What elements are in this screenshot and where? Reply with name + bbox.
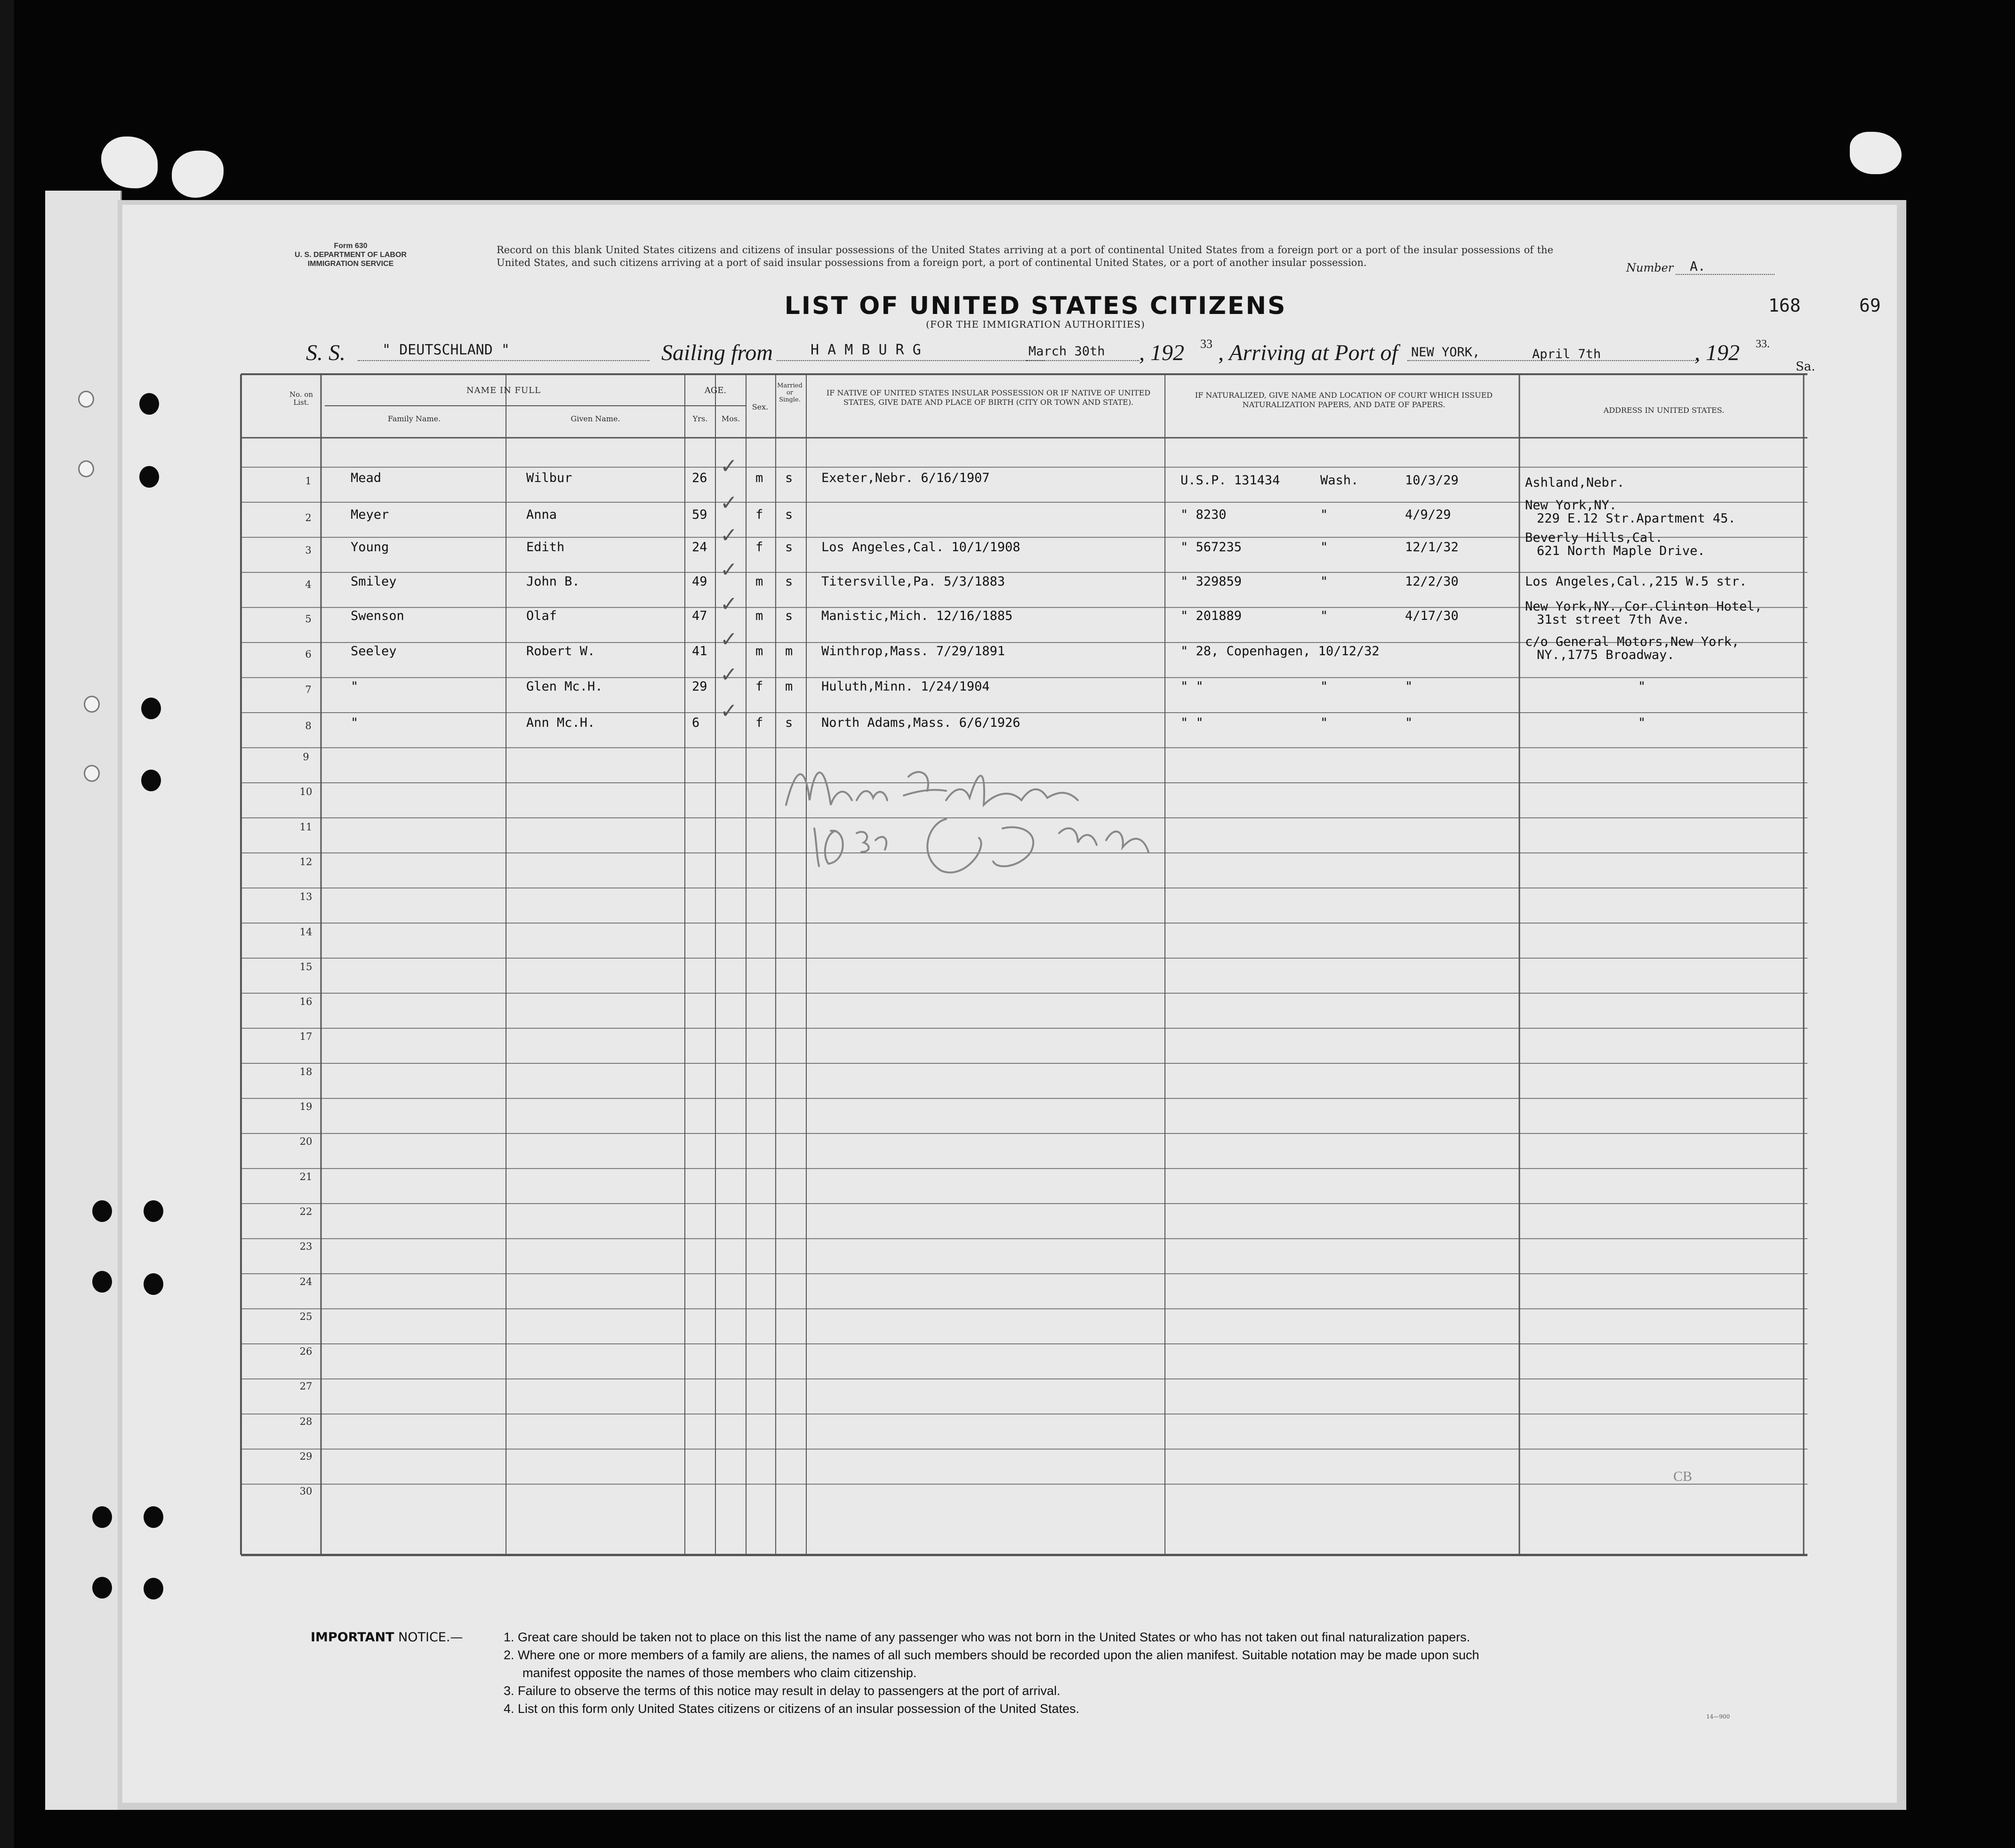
row-number: 1 xyxy=(305,475,312,487)
header-yrs: Yrs. xyxy=(692,414,708,423)
header-sex: Sex. xyxy=(752,402,769,411)
row-number: 16 xyxy=(299,996,313,1008)
address-line-1-cell: " xyxy=(1638,715,1646,730)
row-number: 5 xyxy=(305,613,312,625)
naturalization-date-cell: 12/2/30 xyxy=(1405,574,1459,589)
row-number: 25 xyxy=(299,1310,313,1322)
birth-place-date-cell: Los Angeles,Cal. 10/1/1908 xyxy=(821,540,1020,554)
naturalization-certificate-cell: " " xyxy=(1180,679,1204,694)
naturalization-date-cell: 12/1/32 xyxy=(1405,540,1459,554)
naturalization-court-cell: Wash. xyxy=(1320,473,1359,488)
row-number: 20 xyxy=(299,1136,313,1148)
naturalization-certificate-cell: " " xyxy=(1180,715,1204,730)
row-number: 23 xyxy=(299,1241,313,1253)
given-name-cell: Wilbur xyxy=(526,471,572,485)
family-name-cell: Mead xyxy=(351,471,382,485)
address-line-1-cell: New York,NY. xyxy=(1525,498,1617,513)
address-line-1-cell: c/o General Motors,New York, xyxy=(1525,635,1740,649)
row-number: 28 xyxy=(299,1415,313,1427)
notice-lead: IMPORTANT NOTICE.— xyxy=(311,1630,463,1645)
row-number: 11 xyxy=(299,821,313,833)
age-years-cell: 47 xyxy=(692,609,707,623)
naturalization-date-cell: 4/17/30 xyxy=(1405,609,1459,623)
marital-status-cell: s xyxy=(785,715,793,730)
header-given-name: Given Name. xyxy=(570,414,620,423)
row-number: 10 xyxy=(299,786,313,798)
row-number: 4 xyxy=(305,579,312,590)
form-number: Form 630 xyxy=(334,242,368,250)
sex-cell: f xyxy=(755,679,763,694)
naturalization-certificate-cell: " 28, Copenhagen, 10/12/32 xyxy=(1180,644,1380,659)
port-to: NEW YORK, xyxy=(1411,345,1480,360)
page-number-right: 69 xyxy=(1859,295,1881,316)
given-name-cell: Olaf xyxy=(526,609,557,623)
arriving-label: , Arriving at Port of xyxy=(1218,340,1398,365)
naturalization-court-cell: " xyxy=(1320,574,1328,589)
port-from: H A M B U R G xyxy=(811,342,921,358)
sex-cell: m xyxy=(755,471,763,485)
naturalization-date-cell: " xyxy=(1405,715,1413,730)
checkmark-icon: ✓ xyxy=(720,627,738,651)
birth-place-date-cell: North Adams,Mass. 6/6/1926 xyxy=(821,715,1020,730)
notice-item-4: 4. List on this form only United States citizens or citizens of an insular possession of the United States. xyxy=(504,1702,1080,1716)
age-years-cell: 59 xyxy=(692,507,707,522)
age-years-cell: 29 xyxy=(692,679,707,694)
checkmark-icon: ✓ xyxy=(720,592,738,616)
address-line-1-cell: New York,NY.,Cor.Clinton Hotel, xyxy=(1525,599,1762,614)
page-number: 168 xyxy=(1768,295,1801,316)
arrival-date: April 7th xyxy=(1532,347,1601,362)
sailing-label: Sailing from xyxy=(661,340,773,365)
checkmark-icon: ✓ xyxy=(720,558,738,582)
row-number: 18 xyxy=(299,1066,313,1077)
inspector-signature xyxy=(777,739,1177,894)
year-suffix-2: 33. xyxy=(1756,338,1770,350)
age-years-cell: 24 xyxy=(692,540,707,554)
given-name-cell: Glen Mc.H. xyxy=(526,679,603,694)
row-number: 19 xyxy=(299,1101,313,1112)
row-number: 6 xyxy=(305,649,312,660)
birth-place-date-cell: Huluth,Minn. 1/24/1904 xyxy=(821,679,990,694)
address-line-2-cell: 621 North Maple Drive. xyxy=(1537,544,1705,558)
sex-cell: m xyxy=(755,644,763,659)
sail-date: March 30th xyxy=(1028,344,1105,359)
page-subtitle: (FOR THE IMMIGRATION AUTHORITIES) xyxy=(926,319,1145,330)
row-number: 9 xyxy=(303,751,309,763)
row-number: 27 xyxy=(299,1381,313,1392)
header-name-in-full: NAME IN FULL xyxy=(466,386,541,395)
family-name-cell: " xyxy=(351,715,359,730)
birth-place-date-cell: Manistic,Mich. 12/16/1885 xyxy=(821,609,1013,623)
row-number: 30 xyxy=(299,1486,313,1497)
year-label-1: , 192 xyxy=(1139,340,1184,365)
address-line-2-cell: 229 E.12 Str.Apartment 45. xyxy=(1537,511,1736,526)
row-number: 17 xyxy=(299,1031,313,1043)
row-number: 24 xyxy=(299,1276,313,1287)
naturalization-court-cell: " xyxy=(1320,609,1328,623)
header-birth: IF NATIVE OF UNITED STATES INSULAR POSSESSION OR IF NATIVE OF UNITED STATES, GIVE DATE AND PLACE OF BIRTH (CITY OR TOWN AND STATE). xyxy=(826,388,1151,407)
naturalization-certificate-cell: " 8230 xyxy=(1180,507,1227,522)
row-number: 2 xyxy=(305,512,312,523)
row-number: 29 xyxy=(299,1451,313,1462)
checkmark-icon: ✓ xyxy=(720,523,738,547)
header-address: ADDRESS IN UNITED STATES. xyxy=(1603,406,1725,415)
page-title: LIST OF UNITED STATES CITIZENS xyxy=(784,292,1287,320)
form-service: IMMIGRATION SERVICE xyxy=(307,260,394,268)
year-suffix-1: 33 xyxy=(1200,337,1212,351)
sex-cell: f xyxy=(755,540,763,554)
naturalization-certificate-cell: " 567235 xyxy=(1180,540,1242,554)
sa-label: Sa. xyxy=(1796,360,1815,374)
form-code: 14—900 xyxy=(1706,1713,1730,1720)
address-line-2-cell: 31st street 7th Ave. xyxy=(1537,612,1690,627)
family-name-cell: Seeley xyxy=(351,644,397,659)
row-number: 7 xyxy=(305,684,312,695)
naturalization-court-cell: " xyxy=(1320,507,1328,522)
row-number: 21 xyxy=(299,1171,313,1182)
row-number: 15 xyxy=(299,961,313,972)
naturalization-date-cell: 10/3/29 xyxy=(1405,473,1459,488)
row-number: 14 xyxy=(299,926,313,938)
notice-item-2: 2. Where one or more members of a family are aliens, the names of all such members should be recorded upon the alien manifest. Suitable notation may be made upon such xyxy=(504,1648,1479,1662)
naturalization-court-cell: " xyxy=(1320,540,1328,554)
notice-item-3: 3. Failure to observe the terms of this notice may result in delay to passengers at the port of arrival. xyxy=(504,1684,1060,1698)
checkmark-icon: ✓ xyxy=(720,491,738,515)
header-married-or-single: Married or Single. xyxy=(777,382,803,403)
header-age: AGE. xyxy=(704,386,727,395)
checkmark-icon: ✓ xyxy=(720,699,738,723)
form-department: U. S. DEPARTMENT OF LABOR xyxy=(295,251,407,259)
marital-status-cell: s xyxy=(785,609,793,623)
checkmark-icon: ✓ xyxy=(720,663,738,687)
marital-status-cell: s xyxy=(785,471,793,485)
family-name-cell: Meyer xyxy=(351,507,389,522)
header-naturalized: IF NATURALIZED, GIVE NAME AND LOCATION OF COURT WHICH ISSUED NATURALIZATION PAPERS, AND DATE OF PAPERS. xyxy=(1195,391,1493,409)
naturalization-certificate-cell: U.S.P. 131434 xyxy=(1180,473,1280,488)
sex-cell: f xyxy=(755,715,763,730)
address-line-2-cell: NY.,1775 Broadway. xyxy=(1537,648,1675,662)
margin-initials: CB xyxy=(1673,1469,1693,1484)
naturalization-certificate-cell: " 201889 xyxy=(1180,609,1242,623)
naturalization-date-cell: " xyxy=(1405,679,1413,694)
age-years-cell: 6 xyxy=(692,715,700,730)
ss-label: S. S. xyxy=(306,340,345,365)
sex-cell: m xyxy=(755,609,763,623)
number-value: A. xyxy=(1690,258,1706,274)
marital-status-cell: m xyxy=(785,679,793,694)
naturalization-court-cell: " xyxy=(1320,679,1328,694)
row-number: 3 xyxy=(305,545,312,556)
naturalization-court-cell: " xyxy=(1320,715,1328,730)
form-instruction: Record on this blank United States citizens and citizens of insular possessions of the United States arriving at a port of continental United States from a foreign port or a port of the insular possessions of the United States, and such citizens arriving at a port of said insular possessions from a foreign port, a port of continental United States, or a port of another insular possession. xyxy=(497,244,1553,268)
sex-cell: f xyxy=(755,507,763,522)
row-number: 13 xyxy=(299,891,313,903)
address-line-1-cell: Beverly Hills,Cal. xyxy=(1525,530,1663,545)
birth-place-date-cell: Exeter,Nebr. 6/16/1907 xyxy=(821,471,990,485)
marital-status-cell: s xyxy=(785,540,793,554)
row-number: 12 xyxy=(299,856,313,868)
number-label: Number xyxy=(1626,261,1674,274)
given-name-cell: Anna xyxy=(526,507,557,522)
naturalization-certificate-cell: " 329859 xyxy=(1180,574,1242,589)
marital-status-cell: m xyxy=(785,644,793,659)
notice-item-1: 1. Great care should be taken not to place on this list the name of any passenger who was not born in the United States or who has not taken out final naturalization papers. xyxy=(504,1630,1470,1644)
birth-place-date-cell: Titersville,Pa. 5/3/1883 xyxy=(821,574,1005,589)
sex-cell: m xyxy=(755,574,763,589)
marital-status-cell: s xyxy=(785,574,793,589)
given-name-cell: John B. xyxy=(526,574,580,589)
naturalization-date-cell: 4/9/29 xyxy=(1405,507,1451,522)
given-name-cell: Robert W. xyxy=(526,644,595,659)
address-line-1-cell: " xyxy=(1638,679,1646,694)
year-label-2: , 192 xyxy=(1694,340,1740,365)
ship-name: " DEUTSCHLAND " xyxy=(382,342,510,358)
header-family-name: Family Name. xyxy=(387,414,441,423)
family-name-cell: Smiley xyxy=(351,574,397,589)
marital-status-cell: s xyxy=(785,507,793,522)
given-name-cell: Ann Mc.H. xyxy=(526,715,595,730)
row-number: 22 xyxy=(299,1205,313,1217)
header-mos: Mos. xyxy=(721,414,740,423)
row-number: 8 xyxy=(305,720,312,731)
address-line-1-cell: Los Angeles,Cal.,215 W.5 str. xyxy=(1525,574,1747,589)
notice-item-2-cont: manifest opposite the names of those members who claim citizenship. xyxy=(522,1666,917,1680)
birth-place-date-cell: Winthrop,Mass. 7/29/1891 xyxy=(821,644,1005,659)
address-line-1-cell: Ashland,Nebr. xyxy=(1525,475,1625,490)
row-number: 26 xyxy=(299,1346,313,1358)
age-years-cell: 26 xyxy=(692,471,707,485)
header-no-on-list: No. on List. xyxy=(289,390,313,407)
checkmark-icon: ✓ xyxy=(720,454,738,478)
given-name-cell: Edith xyxy=(526,540,565,554)
family-name-cell: " xyxy=(351,679,359,694)
family-name-cell: Swenson xyxy=(351,609,404,623)
age-years-cell: 41 xyxy=(692,644,707,659)
age-years-cell: 49 xyxy=(692,574,707,589)
family-name-cell: Young xyxy=(351,540,389,554)
